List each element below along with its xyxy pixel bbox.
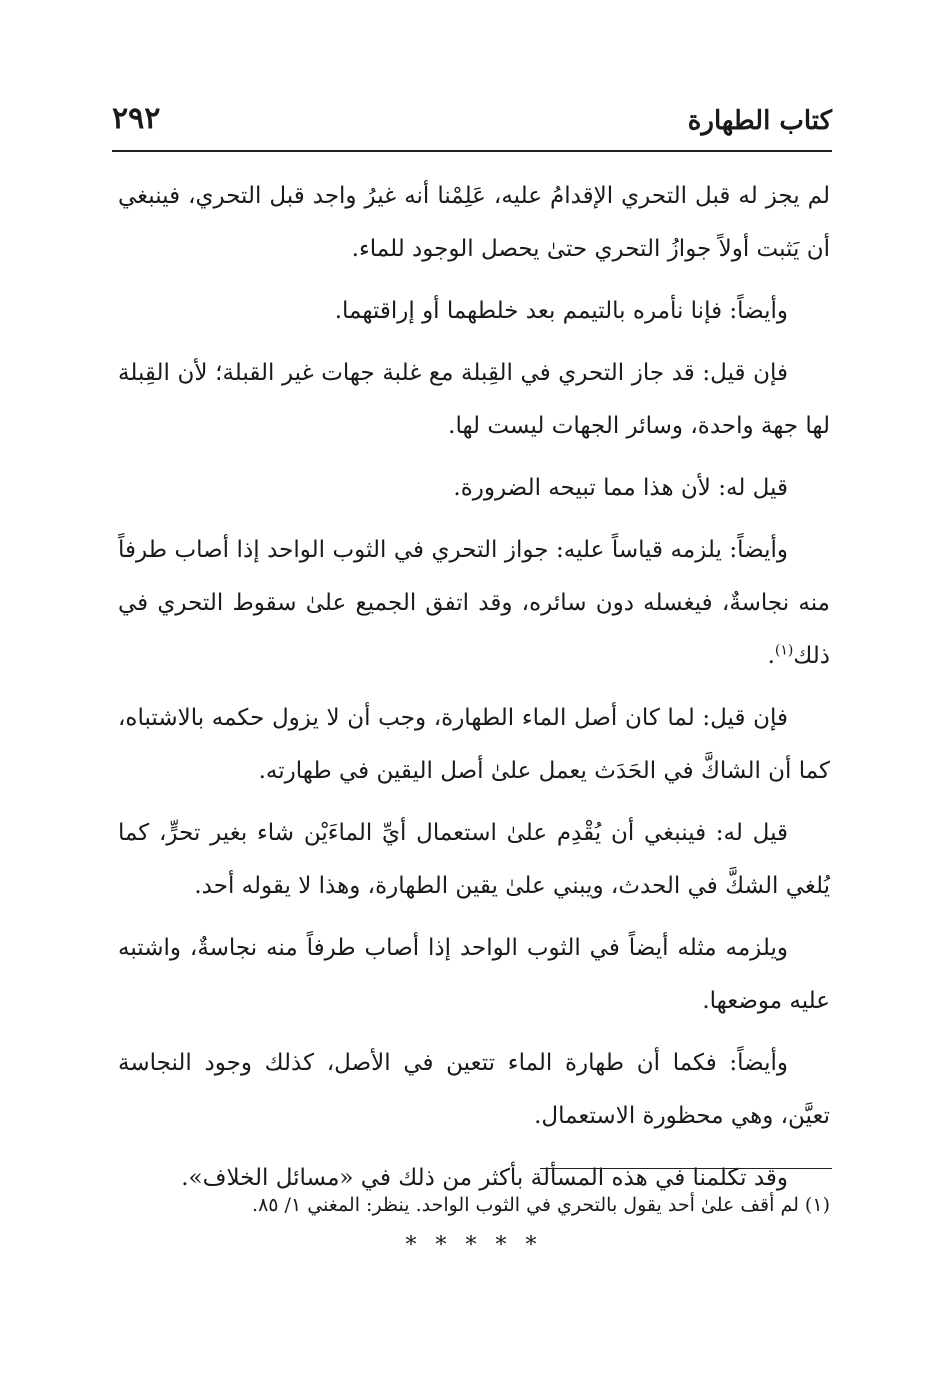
paragraph-with-footnote bbox=[118, 524, 830, 683]
paragraph: لم يجز له قبل التحري الإقدامُ عليه، عَلِمْنا أنه غيرُ واجد قبل التحري، فينبغي أن يَثبت أولاً جوازُ التحري حتىٰ يحصل الوجود للماء. bbox=[118, 183, 830, 262]
paragraph-end-punctuation: . bbox=[767, 643, 775, 669]
paragraph: قيل له: فينبغي أن يُقْدِم علىٰ استعمال أيِّ الماءَيْن شاء بغير تحرٍّ، كما يُلغي الشكَّ في الحدث، ويبني علىٰ يقين الطهارة، وهذا لا يقوله أحد. bbox=[118, 820, 830, 899]
paragraph: ويلزمه مثله أيضاً في الثوب الواحد إذا أصاب طرفاً منه نجاسةٌ، واشتبه عليه موضعها. bbox=[118, 935, 830, 1014]
running-header bbox=[112, 96, 832, 144]
section-separator: * * * * * bbox=[405, 1233, 543, 1258]
paragraph: وأيضاً: فإنا نأمره بالتيمم بعد خلطهما أو إراقتهما. bbox=[334, 298, 788, 324]
footnote: (١) لم أقف علىٰ أحد يقول بالتحري في الثوب الواحد. ينظر: المغني ١/ ٨٥. bbox=[252, 1194, 830, 1216]
paragraph: فإن قيل: قد جاز التحري في القِبلة مع غلبة جهات غير القبلة؛ لأن القِبلة لها جهة واحدة، وسائر الجهات ليست لها. bbox=[118, 360, 830, 439]
footnote-reference: (١) bbox=[774, 642, 794, 659]
paragraph: فإن قيل: لما كان أصل الماء الطهارة، وجب أن لا يزول حكمه بالاشتباه، كما أن الشاكَّ في الحَدَث يعمل علىٰ أصل اليقين في طهارته. bbox=[118, 705, 830, 784]
main-text bbox=[118, 170, 830, 1281]
header-rule bbox=[112, 150, 832, 152]
paragraph: قيل له: لأن هذا مما تبيحه الضرورة. bbox=[453, 475, 788, 501]
chapter-title: كتاب الطهارة bbox=[687, 106, 832, 136]
paragraph: وأيضاً: فكما أن طهارة الماء تتعين في الأصل، كذلك وجود النجاسة تعيَّن، وهي محظورة الاستعمال. bbox=[118, 1050, 830, 1129]
paragraph: وقد تكلمنا في هذه المسألة بأكثر من ذلك في «مسائل الخلاف». bbox=[181, 1165, 788, 1191]
footnote-rule bbox=[540, 1168, 832, 1169]
page-number: ٢٩٢ bbox=[112, 101, 161, 136]
paragraph-text: وأيضاً: يلزمه قياساً عليه: جواز التحري في الثوب الواحد إذا أصاب طرفاً منه نجاسةٌ، فيغسله دون سائره، وقد اتفق الجميع علىٰ سقوط التحري في ذلك bbox=[118, 537, 830, 669]
